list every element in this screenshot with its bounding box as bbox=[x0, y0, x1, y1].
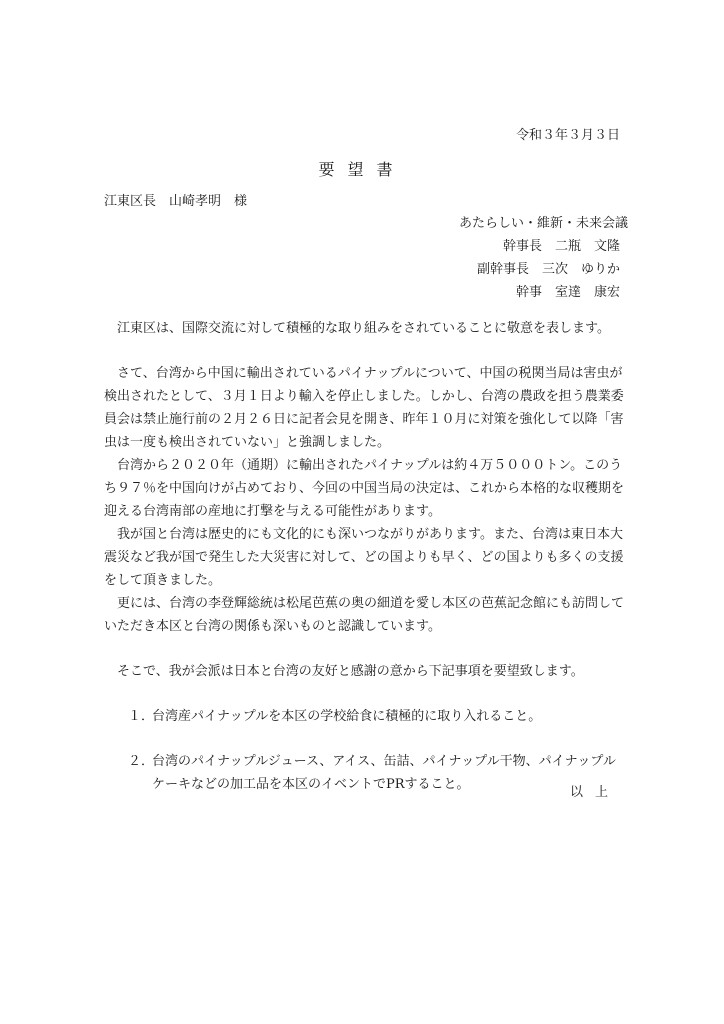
sender-member: 幹事 室達 康宏 bbox=[515, 285, 620, 300]
request-item bbox=[104, 705, 620, 728]
spacer bbox=[104, 340, 624, 362]
paragraph: 更には、台湾の李登輝総統は松尾芭蕉の奥の細道を愛し本区の芭蕉記念館にも訪問していただき本区と台湾の関係も深いものと認識しています。 bbox=[104, 596, 625, 634]
request-number: ２． bbox=[128, 754, 155, 769]
request-text: 台湾のパイナップルジュース、アイス、缶詰、パイナップル干物、パイナップルケーキなどの加工品を本区のイベントでPRすること。 bbox=[152, 754, 616, 792]
paragraph-greeting: 江東区は、国際交流に対して積極的な取り組みをされていることに敬意を表します。 bbox=[117, 321, 610, 336]
spacer bbox=[104, 638, 624, 660]
sender-organization: あたらしい・維新・未来会議 bbox=[458, 216, 628, 231]
closing-mark: 以上 bbox=[569, 785, 620, 800]
paragraph: 我が国と台湾は歴史的にも文化的にも深いつながりがあります。また、台湾は東日本大震災など我が国で発生した大災害に対して、どの国よりも早く、どの国よりも多くの支援をして頂きました。 bbox=[104, 527, 624, 588]
request-number: １． bbox=[128, 709, 155, 724]
paragraph: さて、台湾から中国に輸出されているパイナップルについて、中国の税関当局は害虫が検出されたとして、３月１日より輸入を停止しました。しかし、台湾の農政を担う農業委員会は禁止施行前の２月２６日に記者会見を開き、昨年１０月に対策を強化して以降「害虫は一度も検出されていない」と強調しました。 bbox=[104, 366, 624, 450]
paragraph: 台湾から２０２０年（通期）に輸出されたパイナップルは約４万５０００トン。このうち９７％を中国向けが占めており、今回の中国当局の決定は、これから本格的な収穫期を迎える台湾南部の産地に打撃を与える可能性があります。 bbox=[104, 458, 625, 519]
spacer bbox=[104, 728, 624, 750]
senders-block bbox=[458, 212, 628, 304]
sender-member: 幹事長 二瓶 文隆 bbox=[502, 239, 620, 254]
spacer bbox=[104, 683, 624, 705]
document-date: 令和３年３月３日 bbox=[515, 128, 620, 143]
request-text: 台湾産パイナップルを本区の学校給食に積極的に取り入れること。 bbox=[152, 709, 542, 724]
document-title: 要望書 bbox=[318, 160, 406, 179]
paragraph-request-intro: そこで、我が会派は日本と台湾の友好と感謝の意から下記事項を要望致します。 bbox=[117, 664, 584, 679]
request-item bbox=[104, 750, 620, 796]
sender-member: 副幹事長 三次 ゆりか bbox=[476, 262, 620, 277]
document-body bbox=[104, 317, 624, 796]
addressee: 江東区長 山崎孝明 様 bbox=[104, 194, 248, 209]
